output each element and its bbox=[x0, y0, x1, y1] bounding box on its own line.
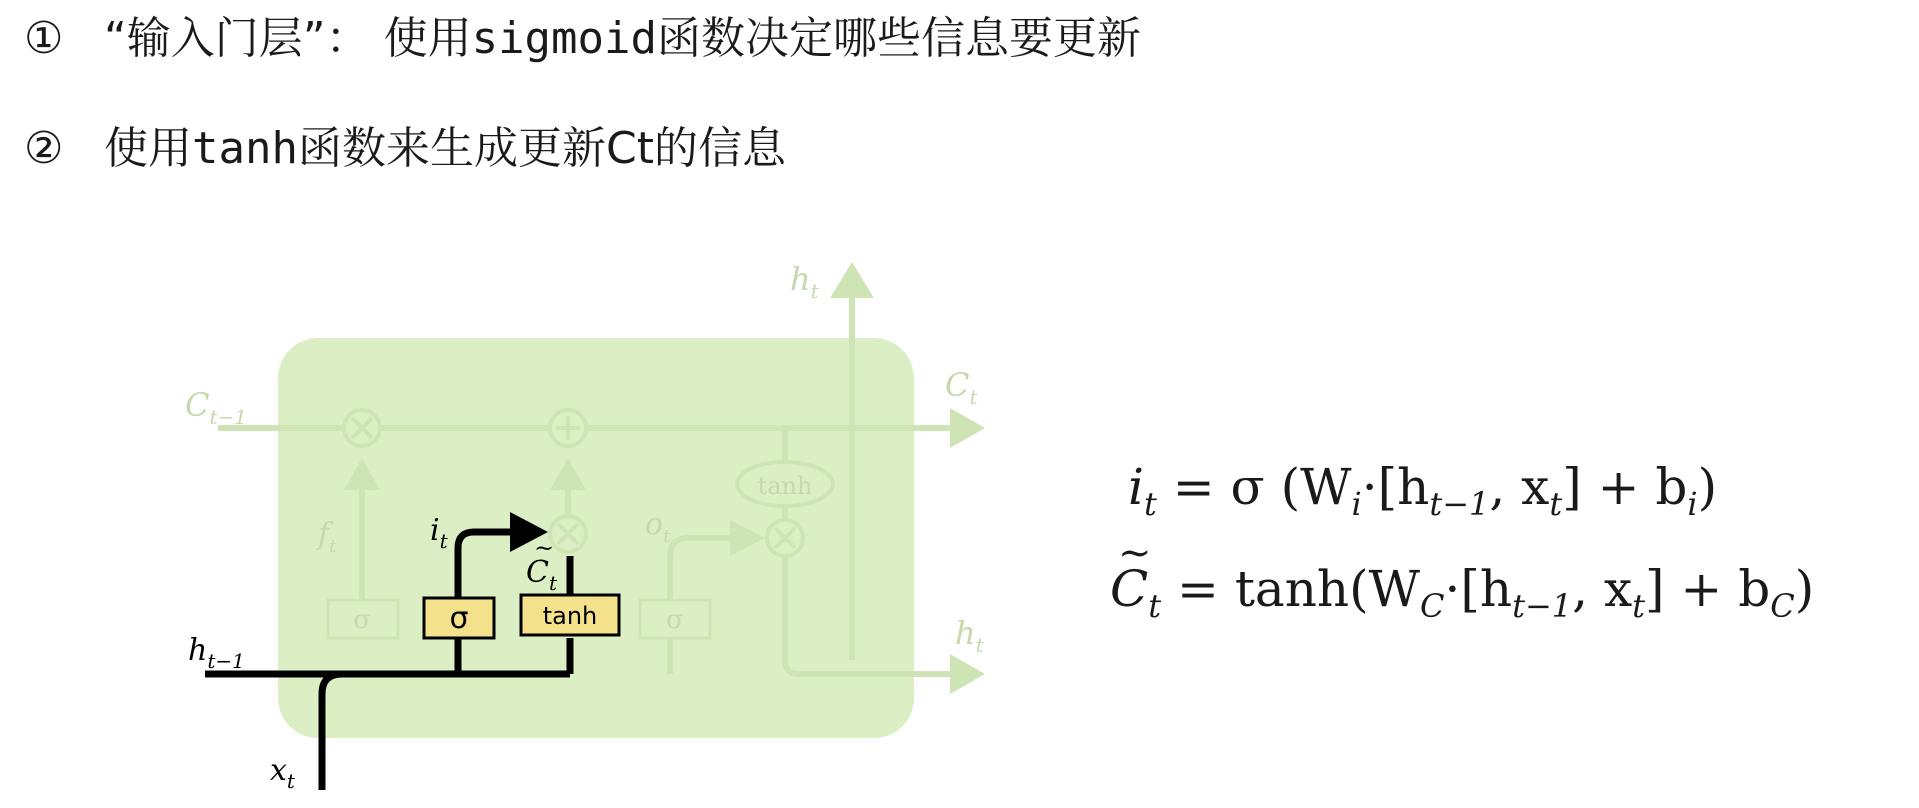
candidate-label: $C_t$ bbox=[526, 555, 558, 595]
line-1-prefix: “输入门层”： 使用 bbox=[104, 13, 472, 64]
h-prev-label: $h_{t-1}$ bbox=[188, 633, 245, 673]
equation-candidate: ~ $C_t = \tanh(W_C\cdot[h_{t-1}$, $x_t] + b_C$) bbox=[1110, 560, 1814, 625]
line-2-suffix: 函数来生成更新Ct的信息 bbox=[297, 123, 786, 174]
bullet-marker-2: ② bbox=[24, 123, 64, 174]
h-right-label: $h_t$ bbox=[955, 614, 984, 657]
forget-gate-label: $f_t$ bbox=[318, 517, 337, 557]
line-2-code: tanh bbox=[192, 123, 298, 174]
line-1-suffix: 函数决定哪些信息要更新 bbox=[657, 13, 1142, 64]
output-tanh-label: tanh bbox=[757, 472, 813, 500]
line-1-code: sigmoid bbox=[471, 13, 658, 64]
forget-sigma-label: σ bbox=[353, 605, 371, 635]
output-gate-label: $o_t$ bbox=[645, 507, 671, 547]
equation-input-gate: $i_t = \sigma$ ($W_i\cdot[h_{t-1}$, $x_t] + b_i$) bbox=[1128, 458, 1718, 523]
c-prev-label: $C_{t-1}$ bbox=[185, 386, 248, 429]
candidate-tilde: ~ bbox=[534, 534, 555, 562]
bullet-marker-1: ① bbox=[24, 13, 64, 64]
input-sigma-label: σ bbox=[449, 601, 469, 636]
line-2-prefix: 使用 bbox=[104, 123, 192, 174]
candidate-tanh-label: tanh bbox=[542, 602, 598, 630]
output-sigma-label: σ bbox=[666, 605, 684, 635]
x-in-label: $x_t$ bbox=[270, 753, 295, 793]
input-gate-label: $i_t$ bbox=[430, 513, 448, 553]
c-next-label: $C_t$ bbox=[945, 366, 978, 409]
lstm-cell-body bbox=[278, 338, 914, 738]
h-top-label: $h_t$ bbox=[790, 260, 819, 303]
